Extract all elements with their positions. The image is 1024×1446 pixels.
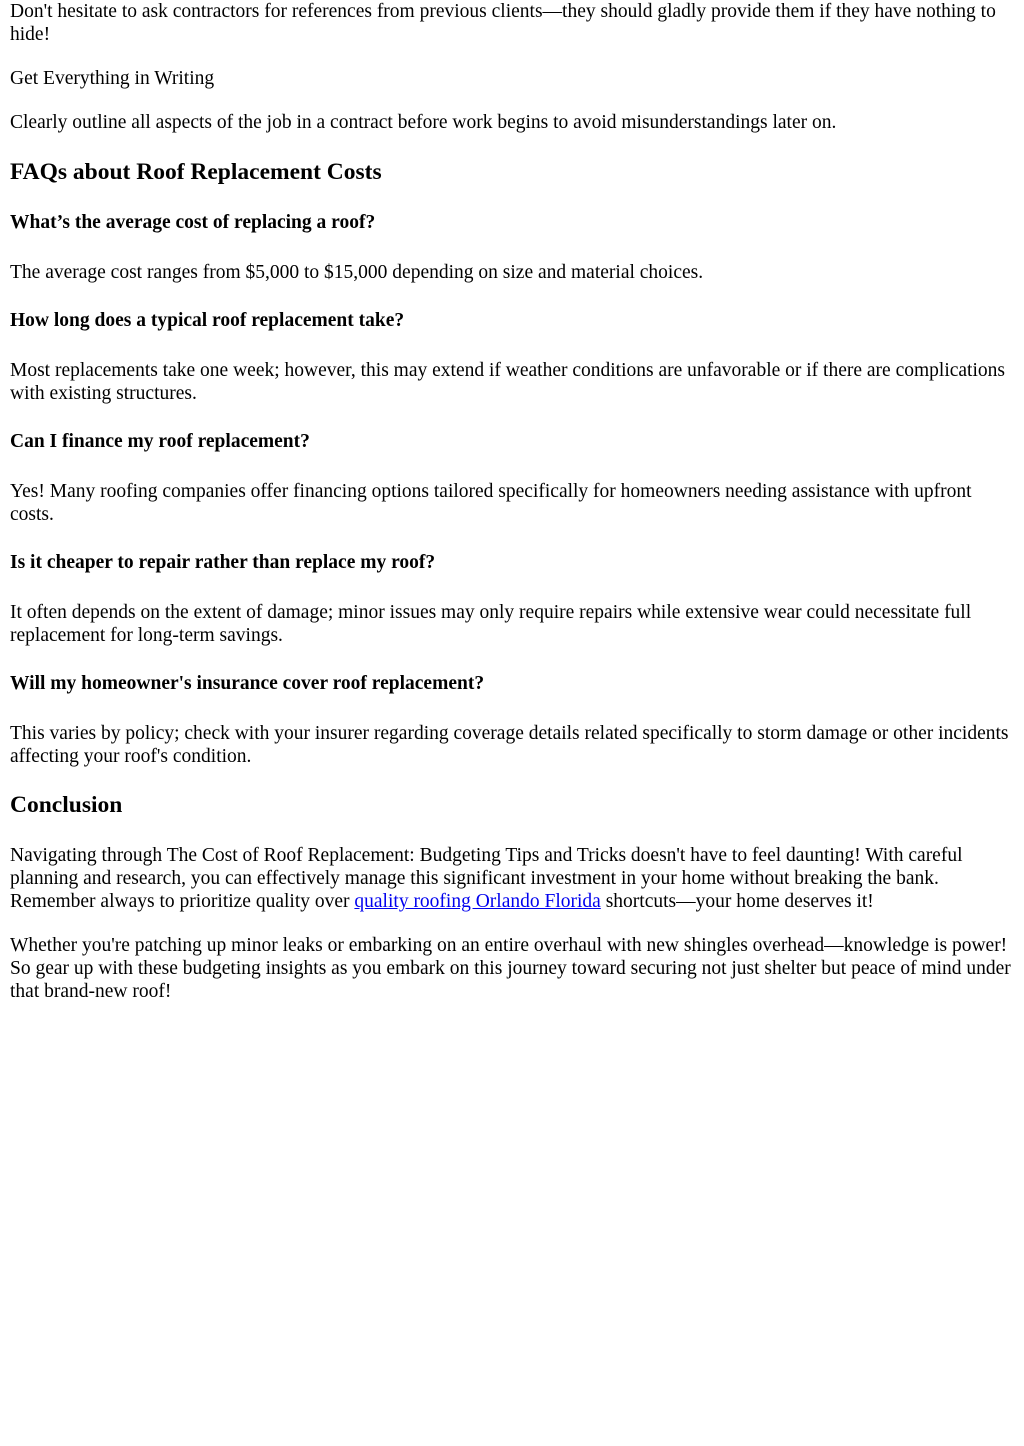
faq-answer: This varies by policy; check with your insurer regarding coverage details related specifically to storm damage or other incidents affecting your roof's condition. — [10, 723, 1009, 767]
faq-question: Can I finance my roof replacement? — [10, 431, 310, 452]
references-paragraph: Don't hesitate to ask contractors for references from previous clients—they should gladly provide them if they have nothing to hide! — [10, 1, 996, 45]
faq-list — [10, 211, 1014, 768]
faq-answer: The average cost ranges from $5,000 to $15,000 depending on size and material choices. — [10, 262, 704, 283]
writing-subheading: Get Everything in Writing — [10, 68, 215, 89]
conclusion-heading: Conclusion — [10, 792, 123, 818]
faq-answer: Most replacements take one week; however, this may extend if weather conditions are unfavorable or if there are complications with existing structures. — [10, 360, 1005, 404]
conclusion-text-before-link: Navigating through The Cost of Roof Replacement: Budgeting Tips and Tricks doesn't have to feel daunting! With careful planning and research, you can effectively manage this significant investment in your home without breaking the bank. Remember always to prioritize quality over — [10, 845, 963, 912]
faq-question: Will my homeowner's insurance cover roof replacement? — [10, 673, 485, 694]
faq-answer: It often depends on the extent of damage; minor issues may only require repairs while extensive wear could necessitate full replacement for long-term savings. — [10, 602, 972, 646]
faq-question: What’s the average cost of replacing a roof? — [10, 212, 376, 233]
faq-question: Is it cheaper to repair rather than replace my roof? — [10, 552, 436, 573]
conclusion-paragraph-1 — [10, 844, 1014, 913]
faq-heading: FAQs about Roof Replacement Costs — [10, 159, 382, 185]
writing-paragraph: Clearly outline all aspects of the job in a contract before work begins to avoid misunderstandings later on. — [10, 112, 837, 133]
conclusion-text-after-link: shortcuts—your home deserves it! — [600, 891, 874, 912]
faq-answer: Yes! Many roofing companies offer financing options tailored specifically for homeowners needing assistance with upfront costs. — [10, 481, 972, 525]
quality-roofing-link[interactable]: quality roofing Orlando Florida — [354, 891, 601, 912]
conclusion-paragraph-2: Whether you're patching up minor leaks or embarking on an entire overhaul with new shingles overhead—knowledge is power! So gear up with these budgeting insights as you embark on this journey toward securing not just shelter but peace of mind under that brand-new roof! — [10, 935, 1011, 1002]
faq-question: How long does a typical roof replacement take? — [10, 310, 405, 331]
